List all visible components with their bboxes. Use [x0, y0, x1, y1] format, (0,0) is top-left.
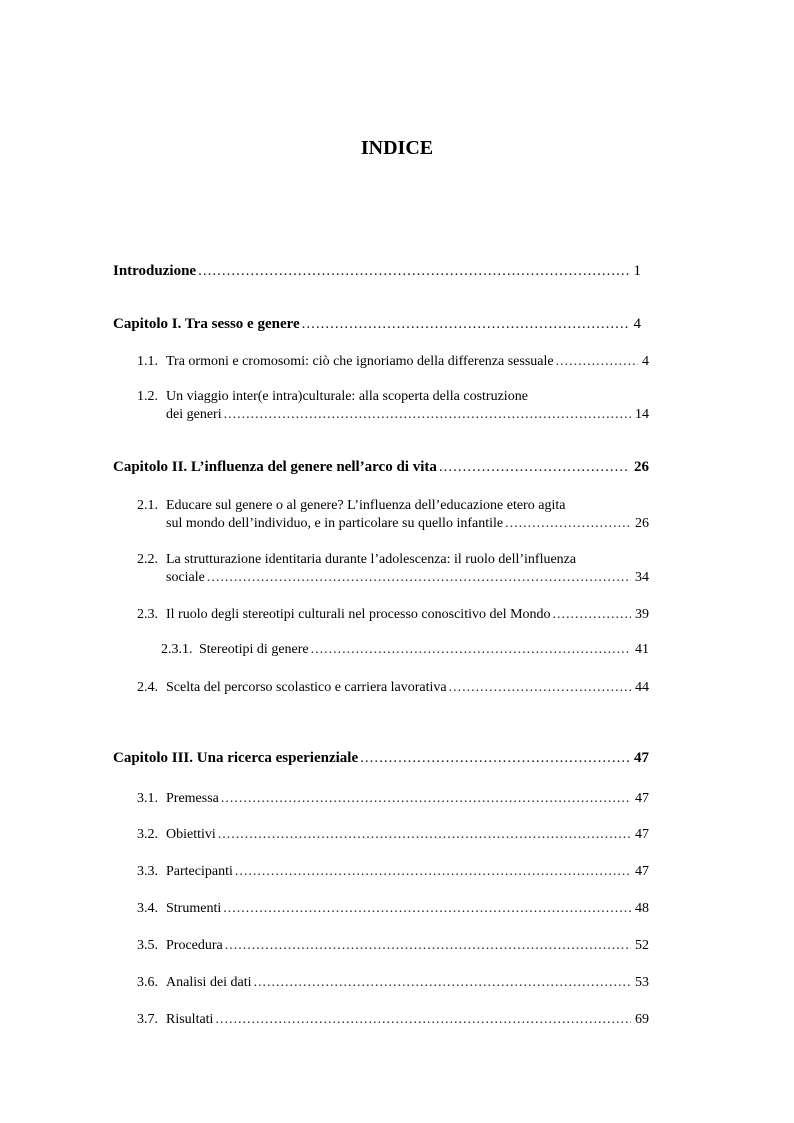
toc-page-number: 41 — [635, 642, 649, 657]
toc-entry-label: Procedura — [166, 938, 223, 953]
toc-entry-3-2[interactable] — [137, 827, 649, 843]
toc-entry-1-1[interactable] — [137, 354, 649, 370]
section-number: 3.3. — [137, 864, 158, 879]
toc-page-number: 47 — [635, 791, 649, 806]
leader-dots — [449, 680, 631, 696]
leader-dots — [556, 354, 638, 370]
toc-entry-label: Analisi dei dati — [166, 975, 252, 990]
leader-dots — [311, 642, 631, 658]
toc-page-number: 14 — [635, 407, 649, 422]
toc-entry-label: Strumenti — [166, 901, 222, 916]
toc-page-number: 39 — [635, 607, 649, 622]
toc-entry-1-2-continued[interactable] — [166, 407, 649, 423]
toc-page-number: 26 — [634, 459, 649, 475]
toc-entry-3-3[interactable] — [137, 864, 649, 880]
toc-entry-3-4[interactable] — [137, 901, 649, 917]
toc-page-number: 26 — [635, 516, 649, 531]
toc-page-number: 47 — [634, 750, 649, 766]
toc-entry-label: Scelta del percorso scolastico e carriera lavorativa — [166, 680, 447, 695]
leader-dots — [207, 570, 631, 586]
toc-page-number: 52 — [635, 938, 649, 953]
section-number: 3.7. — [137, 1012, 158, 1027]
toc-entry-label: Tra ormoni e cromosomi: ciò che ignoriamo della differenza sessuale — [166, 354, 554, 369]
section-number: 3.4. — [137, 901, 158, 916]
leader-dots — [223, 901, 631, 917]
toc-entry-label-cont: dei generi — [166, 407, 222, 422]
toc-entry-chapter-3[interactable] — [113, 750, 649, 766]
toc-entry-label: Risultati — [166, 1012, 214, 1027]
toc-entry-3-5[interactable] — [137, 938, 649, 954]
toc-entry-2-1-continued[interactable] — [166, 516, 649, 532]
toc-entry-label: Educare sul genere o al genere? L’influenza dell’educazione etero agita — [166, 498, 566, 513]
toc-entry-label: Partecipanti — [166, 864, 233, 879]
leader-dots — [302, 316, 630, 332]
toc-entry-chapter-1[interactable] — [113, 316, 641, 332]
toc-page-number: 4 — [642, 354, 649, 369]
toc-entry-2-3-1[interactable] — [161, 642, 649, 658]
section-number: 2.4. — [137, 680, 158, 695]
toc-page-number: 47 — [635, 827, 649, 842]
toc-entry-label: Il ruolo degli stereotipi culturali nel processo conoscitivo del Mondo — [166, 607, 551, 622]
toc-entry-introduction[interactable] — [113, 263, 641, 279]
section-number: 2.3.1. — [161, 642, 193, 657]
toc-page-number: 4 — [633, 316, 641, 332]
toc-entry-label: Capitolo I. Tra sesso e genere — [113, 316, 300, 332]
toc-page-number: 47 — [635, 864, 649, 879]
section-number: 2.3. — [137, 607, 158, 622]
section-number: 3.5. — [137, 938, 158, 953]
toc-entry-label-cont: sul mondo dell’individuo, e in particolare su quello infantile — [166, 516, 504, 531]
toc-entry-label: Stereotipi di genere — [199, 642, 309, 657]
leader-dots — [505, 516, 631, 532]
leader-dots — [235, 864, 631, 880]
toc-entry-3-6[interactable] — [137, 975, 649, 991]
section-number: 2.1. — [137, 498, 158, 513]
leader-dots — [198, 263, 629, 279]
leader-dots — [221, 791, 631, 807]
leader-dots — [360, 750, 630, 766]
toc-entry-label: Premessa — [166, 791, 219, 806]
toc-entry-label: Capitolo II. L’influenza del genere nell’arco di vita — [113, 459, 437, 475]
leader-dots — [254, 975, 631, 991]
toc-entry-label-cont: sociale — [166, 570, 205, 585]
section-number: 3.2. — [137, 827, 158, 842]
toc-entry-3-7[interactable] — [137, 1012, 649, 1028]
section-number: 2.2. — [137, 552, 158, 567]
toc-entry-chapter-2[interactable] — [113, 459, 649, 475]
toc-entry-label: Un viaggio inter(e intra)culturale: alla scoperta della costruzione — [166, 389, 528, 404]
toc-entry-1-2[interactable] — [137, 389, 649, 405]
toc-entry-2-1[interactable] — [137, 498, 649, 514]
leader-dots — [215, 1012, 631, 1028]
section-number: 3.1. — [137, 791, 158, 806]
leader-dots — [553, 607, 631, 623]
toc-page-number: 48 — [635, 901, 649, 916]
toc-page-number: 69 — [635, 1012, 649, 1027]
page-title: INDICE — [360, 137, 434, 159]
toc-entry-2-3[interactable] — [137, 607, 649, 623]
leader-dots — [218, 827, 631, 843]
toc-page-number: 44 — [635, 680, 649, 695]
toc-entry-3-1[interactable] — [137, 791, 649, 807]
leader-dots — [225, 938, 631, 954]
toc-page-number: 53 — [635, 975, 649, 990]
toc-page-number: 34 — [635, 570, 649, 585]
toc-entry-2-2[interactable] — [137, 552, 649, 568]
toc-entry-2-2-continued[interactable] — [166, 570, 649, 586]
section-number: 3.6. — [137, 975, 158, 990]
toc-entry-label: La strutturazione identitaria durante l’adolescenza: il ruolo dell’influenza — [166, 552, 577, 567]
toc-page-number: 1 — [633, 263, 641, 279]
section-number: 1.2. — [137, 389, 158, 404]
toc-entry-label: Capitolo III. Una ricerca esperienziale — [113, 750, 359, 766]
toc-entry-2-4[interactable] — [137, 680, 649, 696]
section-number: 1.1. — [137, 354, 158, 369]
toc-entry-label: Obiettivi — [166, 827, 216, 842]
leader-dots — [439, 459, 630, 475]
toc-entry-label: Introduzione — [113, 263, 197, 279]
leader-dots — [224, 407, 631, 423]
